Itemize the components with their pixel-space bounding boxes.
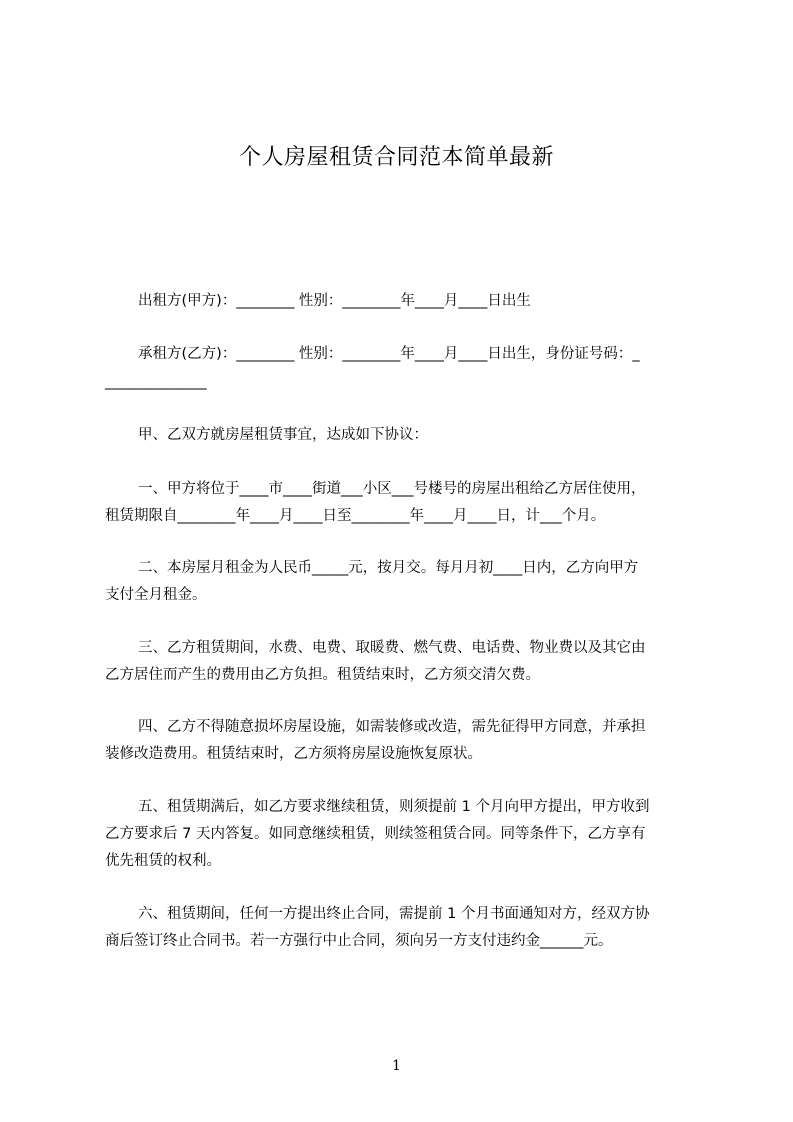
- clause-5-line-2: 乙方要求后 7 天内答复。如同意继续租赁，则续签租赁合同。同等条件下，乙方享有: [105, 826, 646, 842]
- clause-6-line-1: 六、租赁期间，任何一方提出终止合同，需提前 1 个月书面通知对方，经双方协: [138, 906, 650, 922]
- document-title: 个人房屋租赁合同范本简单最新: [238, 145, 554, 170]
- lessee-line: 承租方(乙方)：________ 性别：________年____月____日出生，身份证号码：_: [138, 346, 640, 362]
- clause-6-line-2: 商后签订终止合同书。若一方强行中止合同，须向另一方支付违约金______元。: [105, 933, 613, 949]
- clause-5-line-1: 五、租赁期满后，如乙方要求继续租赁，则须提前 1 个月向甲方提出，甲方收到: [138, 799, 650, 815]
- clause-4-line-1: 四、乙方不得随意损坏房屋设施，如需装修或改造，需先征得甲方同意，并承担: [138, 719, 646, 735]
- clause-4-line-2: 装修改造费用。租赁结束时，乙方须将房屋设施恢复原状。: [105, 746, 482, 762]
- clause-1-line-2: 租赁期限自________年____月____日至________年____月____日，计___个月。: [105, 508, 606, 524]
- page-number: 1: [392, 1058, 401, 1074]
- lessee-line-continued: ______________: [105, 374, 207, 390]
- clause-1-line-1: 一、甲方将位于____市____街道___小区___号楼号的房屋出租给乙方居住使用，: [138, 481, 646, 497]
- agreement-intro: 甲、乙双方就房屋租赁事宜，达成如下协议：: [138, 427, 428, 443]
- clause-3-line-1: 三、乙方租赁期间，水费、电费、取暖费、燃气费、电话费、物业费以及其它由: [138, 640, 646, 656]
- clause-2-line-1: 二、本房屋月租金为人民币_____元，按月交。每月月初____日内，乙方向甲方: [138, 560, 639, 576]
- clause-5-line-3: 优先租赁的权利。: [105, 853, 221, 869]
- lessor-line: 出租方(甲方)：________ 性别：________年____月____日出生: [138, 293, 531, 309]
- clause-2-line-2: 支付全月租金。: [105, 587, 207, 603]
- clause-3-line-2: 乙方居住而产生的费用由乙方负担。租赁结束时，乙方须交清欠费。: [105, 667, 540, 683]
